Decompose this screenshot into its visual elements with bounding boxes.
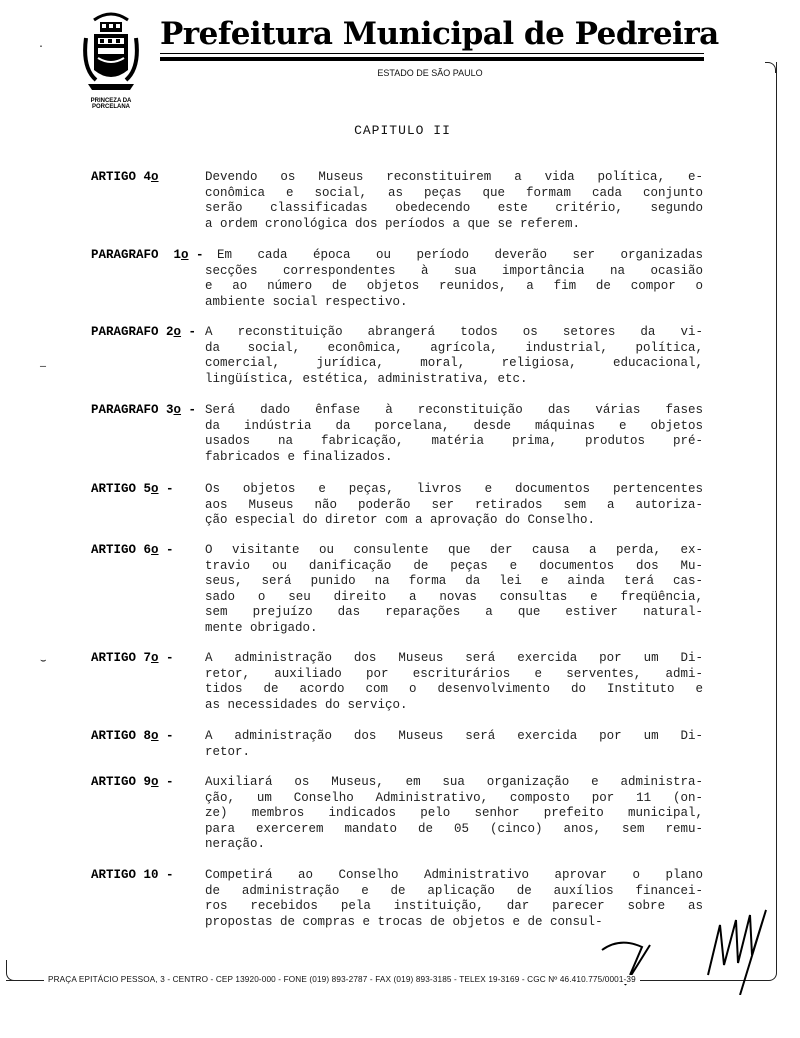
text-line: [91, 372, 703, 388]
label-text: ARTIGO 6: [91, 543, 152, 557]
text-line: [91, 729, 703, 745]
body-text: a ordem cronológica dos períodos a que se referem.: [205, 216, 581, 231]
section-label: [91, 651, 205, 667]
text-line: [91, 356, 703, 372]
text-line: [91, 822, 703, 838]
ordinal-mark: o: [151, 651, 159, 665]
body-text: propostas de compras e trocas de objetos e de consul-: [205, 914, 603, 929]
label-text: ARTIGO 5: [91, 482, 152, 496]
text-line: [91, 170, 703, 186]
label-text: PARAGRAFO 1: [91, 248, 182, 262]
text-line: [91, 264, 703, 280]
body-text: ros recebidos pela instituição, dar parecer sobre as: [205, 899, 703, 913]
body-text: as necessidades do serviço.: [205, 697, 408, 712]
label-text: ARTIGO 8: [91, 729, 152, 743]
paragraph-block: [91, 403, 703, 465]
label-dash: -: [158, 868, 182, 882]
scan-mark: ·: [38, 42, 45, 53]
paragraph-block: [91, 248, 703, 310]
body-text: Os objetos e peças, livros e documentos pertencentes: [205, 482, 703, 496]
ordinal-mark: o: [151, 170, 159, 184]
text-line: [91, 217, 703, 233]
label-text: ARTIGO 10: [91, 868, 159, 882]
article-block: [91, 651, 703, 713]
text-line: [91, 806, 703, 822]
body-text: usados na fabricação, matéria prima, produtos pré-: [205, 434, 703, 448]
text-line: [91, 279, 703, 295]
text-line: [91, 837, 703, 853]
body-text: ze) membros indicados pelo senhor prefeito municipal,: [205, 806, 703, 820]
label-dash: -: [158, 482, 182, 496]
header-rule-thin: [160, 53, 704, 54]
text-line: [91, 419, 703, 435]
text-line: [91, 745, 703, 761]
ordinal-mark: o: [151, 729, 159, 743]
body-text: de administração e de aplicação de auxílios financei-: [205, 883, 703, 898]
body-text: retor.: [205, 744, 251, 759]
text-line: [91, 559, 703, 575]
label-dash: -: [158, 543, 182, 557]
label-dash: -: [188, 248, 212, 262]
section-label: [91, 729, 205, 745]
body-text: da social, econômica, agrícola, industrial, política,: [205, 340, 703, 355]
text-line: [91, 450, 703, 466]
crest-motto: PRINCEZA DA PORCELANA: [90, 98, 132, 110]
footer-address: PRAÇA EPITÁCIO PESSOA, 3 - CENTRO - CEP 13920-000 - FONE (019) 893-2787 - FAX (019) 893-3185 - TELEX 19-3169 - CGC Nº 46.410.775/0001-39: [44, 975, 640, 984]
ordinal-mark: o: [181, 248, 189, 262]
label-text: PARAGRAFO 2: [91, 325, 174, 339]
chapter-heading: CAPITULO II: [354, 123, 451, 138]
label-dash: -: [158, 651, 182, 665]
label-dash: -: [181, 325, 204, 339]
body-text: conômica e social, as peças que formam cada conjunto: [205, 185, 703, 200]
body-text: serão classificadas obedecendo este critério, segundo: [205, 201, 703, 215]
article-block: [91, 482, 703, 529]
label-text: ARTIGO 4: [91, 170, 152, 184]
text-line: [91, 868, 703, 884]
section-label: [91, 482, 205, 498]
text-line: [91, 543, 703, 559]
section-label: [91, 775, 205, 791]
section-label: [91, 403, 205, 419]
article-block: [91, 170, 703, 232]
text-line: [91, 682, 703, 698]
header-rule: [160, 57, 704, 61]
scan-mark: —: [40, 362, 47, 373]
body-text: O visitante ou consulente que der causa a perda, ex-: [205, 543, 703, 557]
text-line: [91, 791, 703, 807]
text-line: [91, 884, 703, 900]
text-line: [91, 341, 703, 357]
label-text: PARAGRAFO 3: [91, 403, 174, 417]
text-line: [91, 667, 703, 683]
text-line: [91, 295, 703, 311]
label-dash: -: [181, 403, 204, 417]
body-text: e ao número de objetos reunidos, a fim de compor o: [205, 279, 703, 293]
article-block: [91, 729, 703, 760]
body-text: Competirá ao Conselho Administrativo aprovar o plano: [205, 868, 703, 882]
body-text: Devendo os Museus reconstituirem a vida política, e-: [205, 170, 703, 184]
text-line: [91, 403, 703, 419]
body-text: tidos de acordo com o desenvolvimento do Instituto e: [205, 682, 703, 696]
label-dash: -: [158, 775, 182, 789]
section-label: [91, 325, 205, 341]
header-subtitle: ESTADO DE SÃO PAULO: [377, 68, 483, 78]
body-text: ção especial do diretor com a aprovação do Conselho.: [205, 513, 596, 527]
text-line: [91, 248, 703, 264]
label-dash: -: [158, 729, 182, 743]
text-line: [91, 186, 703, 202]
text-line: [91, 651, 703, 667]
body-text: aos Museus não poderão ser retirados sem a autoriza-: [205, 497, 703, 512]
section-label: [91, 868, 205, 884]
header-title: Prefeitura Municipal de Pedreira: [160, 16, 719, 52]
label-text: ARTIGO 9: [91, 775, 152, 789]
body-text: lingüística, estética, administrativa, etc.: [205, 371, 528, 386]
body-text: ção, um Conselho Administrativo, composto por 11 (on-: [205, 790, 703, 805]
article-block: [91, 775, 703, 853]
text-line: [91, 482, 703, 498]
body-text: Auxiliará os Museus, em sua organização e administra-: [205, 775, 703, 789]
body-text: para exercerem mandato de 05 (cinco) anos, sem remu-: [205, 821, 703, 836]
text-line: [91, 498, 703, 514]
body-text: secções correspondentes à sua importância na ocasião: [205, 263, 703, 278]
body-text: retor, auxiliado por escriturários e serventes, admi-: [205, 666, 703, 681]
text-line: [91, 513, 703, 529]
text-line: [91, 574, 703, 590]
body-text: sem prejuízo das reparações a que estiver natural-: [205, 605, 703, 619]
section-label: [91, 248, 211, 264]
text-line: [91, 434, 703, 450]
ordinal-mark: o: [151, 775, 159, 789]
body-text: mente obrigado.: [205, 620, 318, 635]
section-label: [91, 543, 205, 559]
text-line: [91, 775, 703, 791]
text-line: [91, 590, 703, 606]
text-line: [91, 605, 703, 621]
body-text: A reconstituição abrangerá todos os setores da vi-: [205, 325, 703, 339]
body-text: neração.: [205, 837, 266, 851]
paragraph-block: [91, 325, 703, 387]
ordinal-mark: o: [151, 482, 159, 496]
text-line: [91, 698, 703, 714]
section-label: [91, 170, 205, 186]
body-text: seus, será punido na forma da lei e ainda terá cas-: [205, 574, 703, 588]
text-line: [91, 621, 703, 637]
ordinal-mark: o: [173, 403, 182, 417]
page-border-corner-left: [6, 960, 21, 981]
text-line: [91, 201, 703, 217]
body-text: A administração dos Museus será exercida por um Di-: [205, 651, 703, 665]
label-text: ARTIGO 7: [91, 651, 152, 665]
body-text: A administração dos Museus será exercida por um Di-: [205, 729, 703, 743]
text-line: [91, 325, 703, 341]
body-text: comercial, jurídica, moral, religiosa, educacional,: [205, 356, 703, 370]
body-text: ambiente social respectivo.: [205, 294, 408, 309]
body-text: fabricados e finalizados.: [205, 449, 393, 464]
body-text: travio ou danificação de peças e documentos dos Mu-: [205, 558, 703, 573]
ordinal-mark: o: [151, 543, 159, 557]
article-block: [91, 543, 703, 636]
scan-mark: ⌣: [40, 656, 47, 667]
ordinal-mark: o: [173, 325, 182, 339]
body-text: da indústria da porcelana, desde máquinas e objetos: [205, 418, 703, 433]
body-text: Em cada época ou período deverão ser organizadas: [217, 248, 703, 262]
body-text: Será dado ênfase à reconstituição das várias fases: [205, 403, 703, 417]
body-text: sado o seu direito a novas consultas e freqüência,: [205, 589, 703, 604]
